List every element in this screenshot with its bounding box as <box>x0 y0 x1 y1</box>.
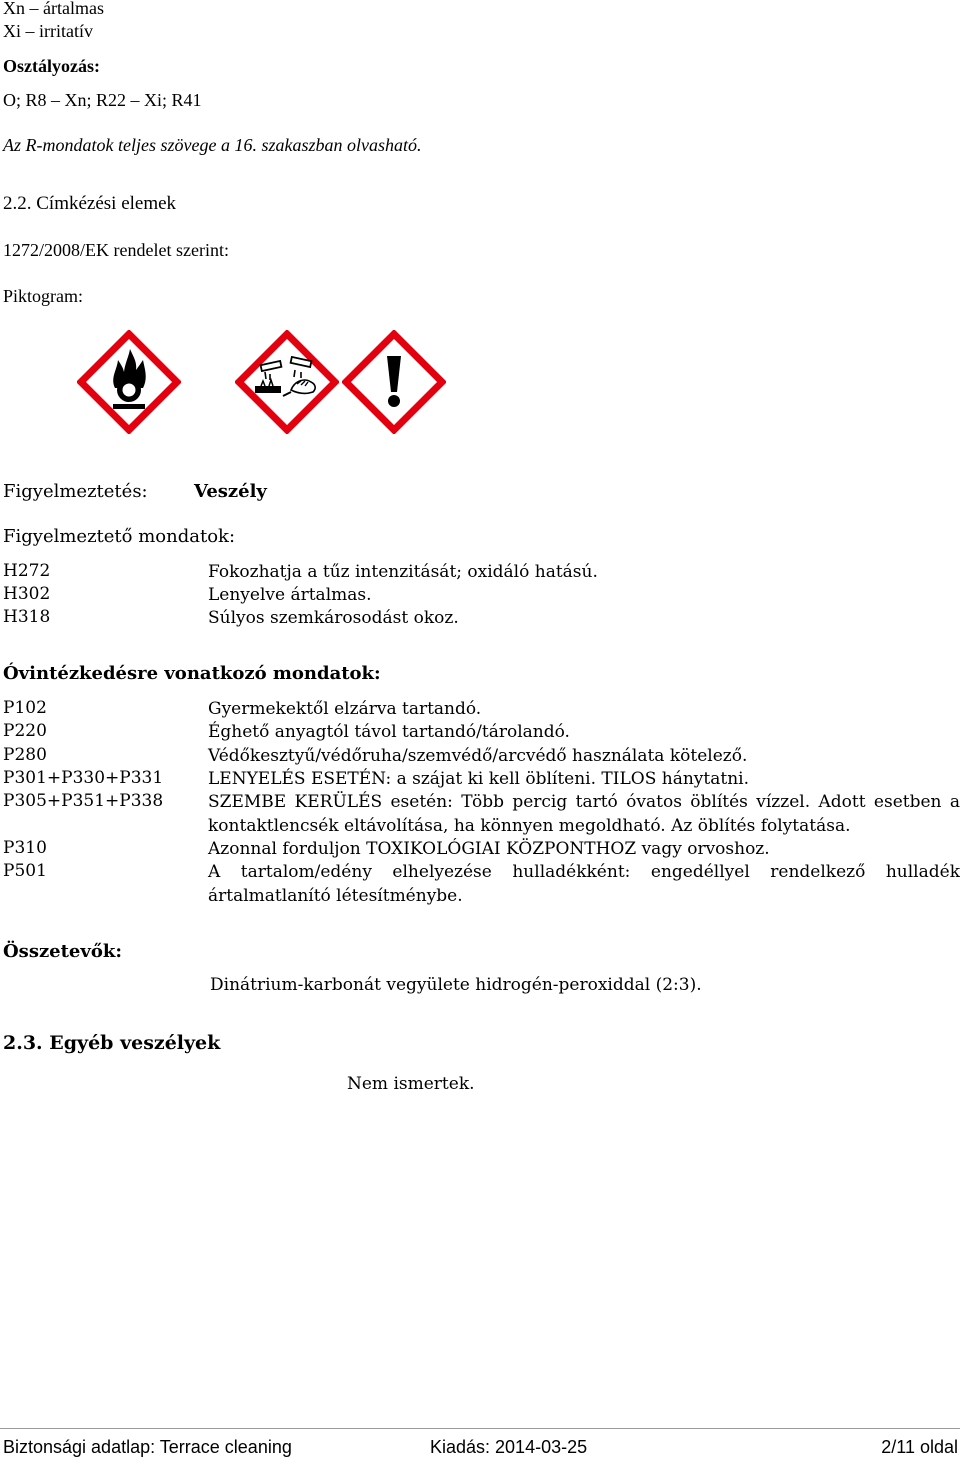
components-heading: Összetevők: <box>3 941 122 962</box>
hazard-text: Lenyelve ártalmas. <box>208 585 372 605</box>
precaution-text: Védőkesztyű/védőruha/szemvédő/arcvédő használata kötelező. <box>208 746 748 766</box>
precaution-text: Gyermekektől elzárva tartandó. <box>208 699 482 719</box>
r-phrases-note: Az R-mondatok teljes szövege a 16. szakaszban olvasható. <box>3 135 422 155</box>
flame-over-circle-icon <box>77 330 181 434</box>
xn-harmful-line: Xn – ártalmas <box>3 0 104 18</box>
precaution-code: P310 <box>3 838 47 858</box>
footer-document-title: Biztonsági adatlap: Terrace cleaning <box>3 1437 292 1457</box>
hazard-statements-heading: Figyelmeztető mondatok: <box>3 526 236 547</box>
other-hazards-value: Nem ismertek. <box>347 1074 475 1094</box>
hazard-code: H302 <box>3 584 51 604</box>
section-2-2-heading: 2.2. Címkézési elemek <box>3 193 177 214</box>
precaution-code: P501 <box>3 861 47 881</box>
exclamation-mark-icon <box>342 330 446 434</box>
precaution-code: P220 <box>3 721 47 741</box>
classification-value: O; R8 – Xn; R22 – Xi; R41 <box>3 90 202 110</box>
hazard-code: H318 <box>3 607 51 627</box>
precaution-text: A tartalom/edény elhelyezése hulladékként: engedéllyel rendelkező hulladék ártalmatlanító létesítménybe. <box>208 862 960 906</box>
hazard-text: Súlyos szemkárosodást okoz. <box>208 608 459 628</box>
precaution-text: LENYELÉS ESETÉN: a szájat ki kell öblíteni. TILOS hánytatni. <box>208 769 749 789</box>
precaution-text: Éghető anyagtól távol tartandó/tárolandó. <box>208 722 570 742</box>
signal-word-label: Figyelmeztetés: <box>3 481 148 502</box>
footer-issue-date: Kiadás: 2014-03-25 <box>430 1437 588 1457</box>
precaution-text: SZEMBE KERÜLÉS esetén: Több percig tartó óvatos öblítés vízzel. Adott esetben a kontaktlencsék eltávolítása, ha könnyen megoldható. Az öblítés folytatása. <box>208 792 960 836</box>
precaution-code: P305+P351+P338 <box>3 791 164 811</box>
section-2-3-heading: 2.3. Egyéb veszélyek <box>3 1032 221 1054</box>
corrosion-icon <box>235 330 339 434</box>
regulation-label: 1272/2008/EK rendelet szerint: <box>3 240 229 260</box>
precaution-statements-heading: Óvintézkedésre vonatkozó mondatok: <box>3 663 381 684</box>
classification-heading: Osztályozás: <box>3 56 100 76</box>
signal-word: Veszély <box>194 481 267 502</box>
hazard-text: Fokozhatja a tűz intenzitását; oxidáló hatású. <box>208 562 598 582</box>
xi-irritant-line: Xi – irritatív <box>3 21 93 41</box>
footer-page-number: 2/11 oldal <box>881 1437 958 1457</box>
components-value: Dinátrium-karbonát vegyülete hidrogén-peroxiddal (2:3). <box>210 975 702 995</box>
pictogram-label: Piktogram: <box>3 286 83 306</box>
precaution-code: P280 <box>3 745 47 765</box>
footer-divider <box>0 1428 960 1429</box>
precaution-code: P102 <box>3 698 47 718</box>
hazard-code: H272 <box>3 561 51 581</box>
precaution-code: P301+P330+P331 <box>3 768 164 788</box>
precaution-text: Azonnal forduljon TOXIKOLÓGIAI KÖZPONTHOZ vagy orvoshoz. <box>208 839 770 859</box>
